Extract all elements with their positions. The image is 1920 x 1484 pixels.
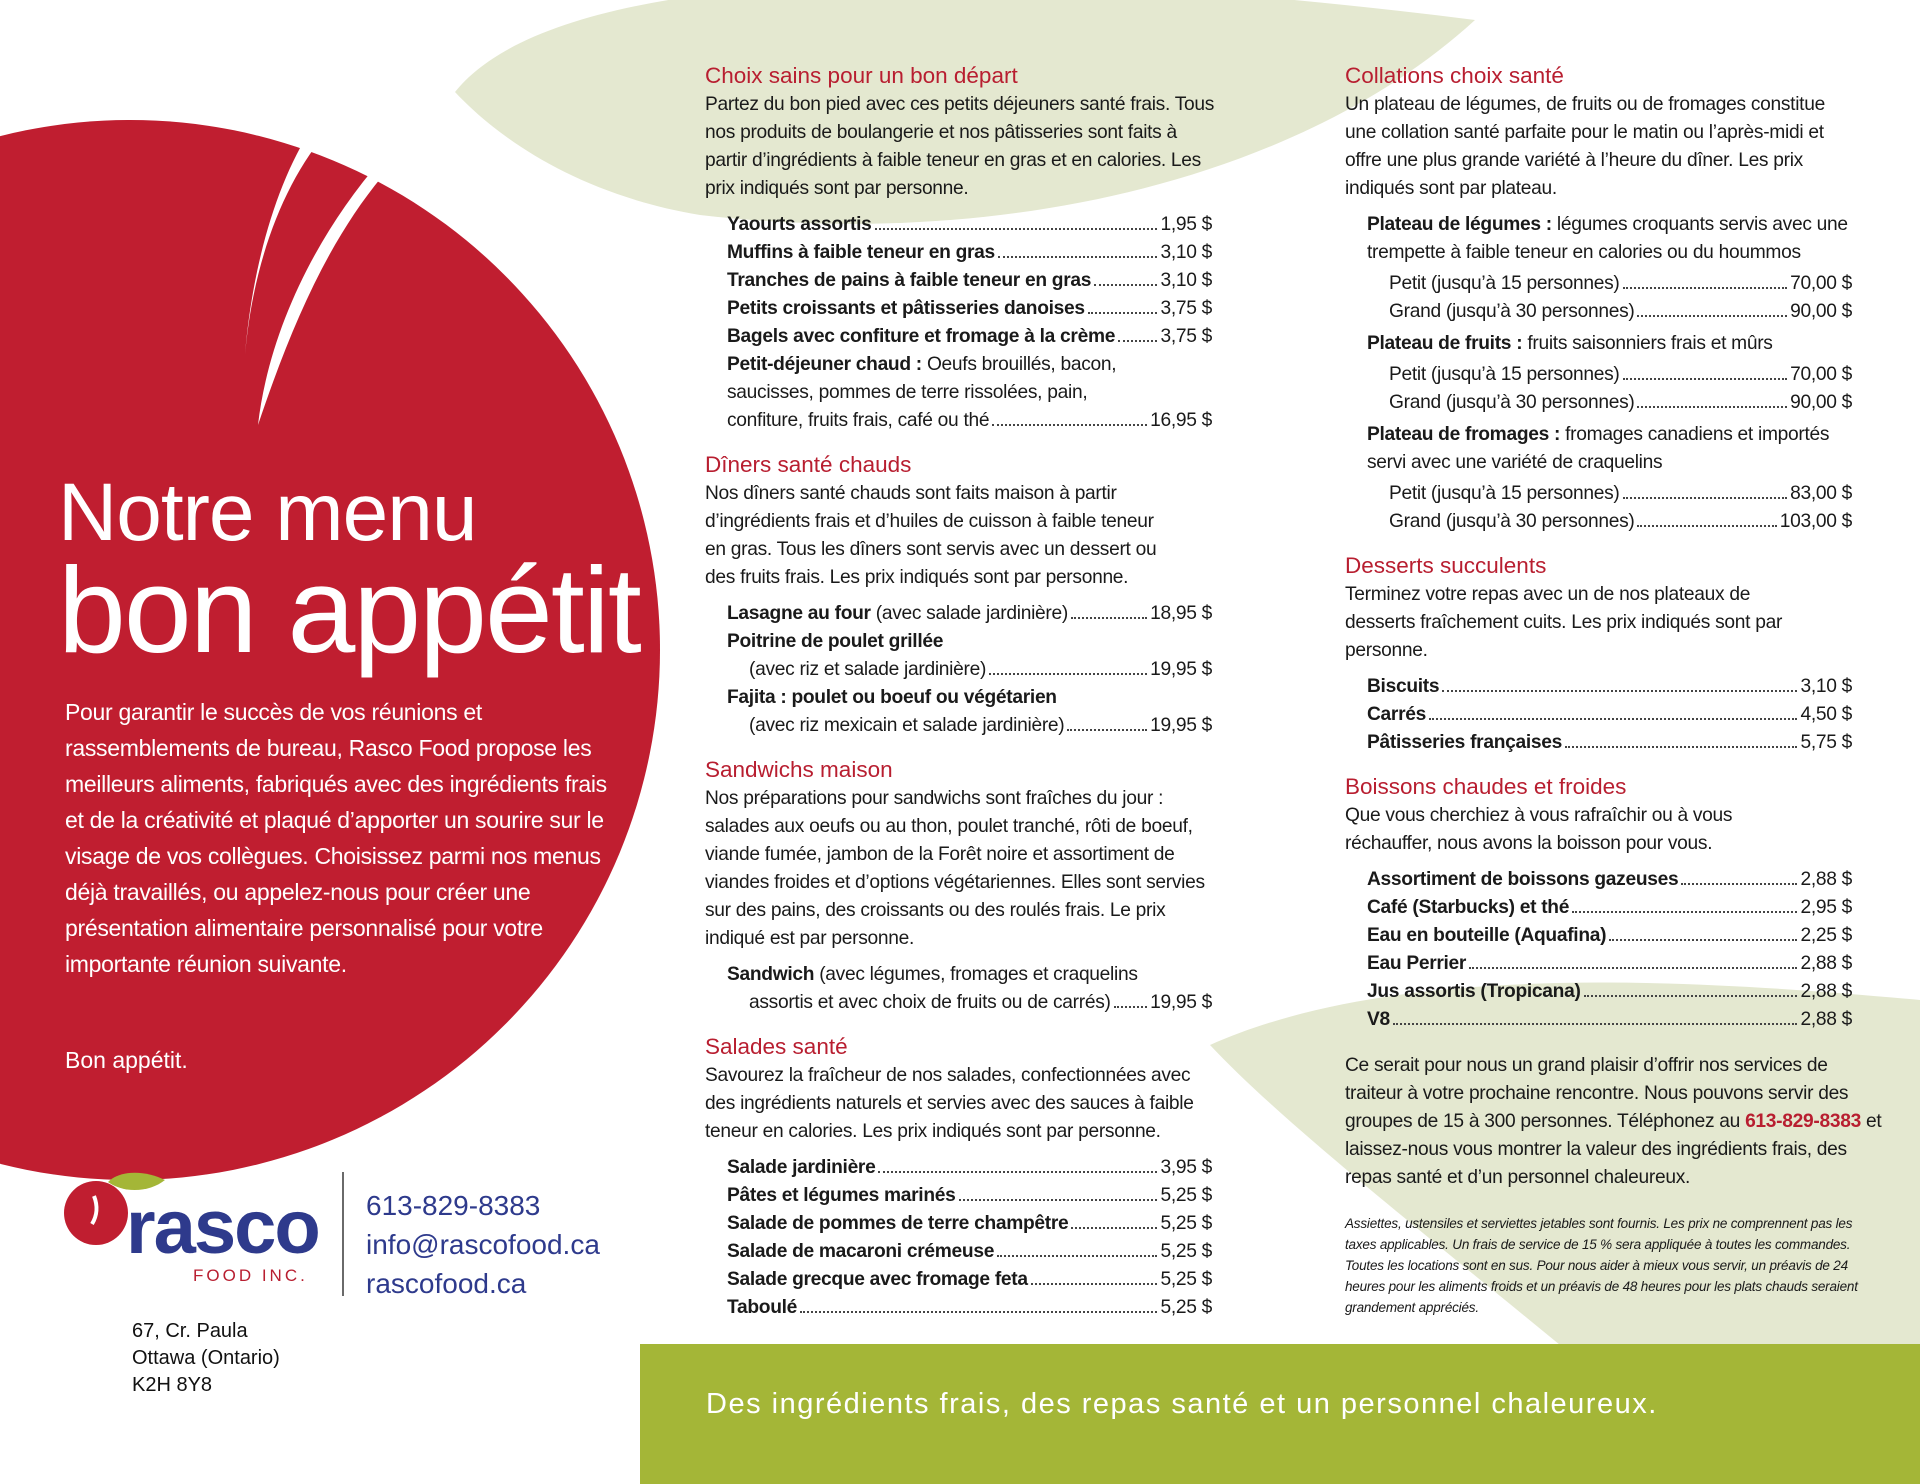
menu-item-label: Poitrine de poulet grillée [727,631,944,652]
platter-cheese: Plateau de fromages : fromages canadiens et importés servi avec une variété de craquelins Petit (jusqu’à 15 personnes) 83,00 $ Grand (jusqu’à 30 personnes) 103,00 $ [1367,421,1852,536]
menu-item: Salade de pommes de terre champêtre 5,25 $ [727,1213,1212,1234]
section-intro: Terminez votre repas avec un de nos plateaux de desserts fraîchement cuits. Les prix indiqués sont par personne. [1345,584,1783,661]
section-intro: Nos préparations pour sandwichs sont fraîches du jour : salades aux oeufs ou au thon, poulet tranché, rôti de boeuf, viande fumée, jambon de la Forêt noire et assortiment de viandes froides et d’options végétariennes. Elles sont servies sur des pains, des croissants ou des roulés frais. Le prix indiqué est par personne. [705,788,1205,949]
section-intro: Partez du bon pied avec ces petits déjeuners santé frais. Tous nos produits de boulangerie et nos pâtisseries sont faits à partir d’ingrédients à faible teneur en gras et en calories. Les prix indiqués sont par personne. [705,94,1215,199]
contact-divider [342,1172,344,1296]
menu-item: assortis et avec choix de fruits ou de carrés) 19,95 $ [749,992,1212,1013]
closing-paragraph: Ce serait pour nous un grand plaisir d’offrir nos services de traiteur à votre prochaine rencontre. Nous pouvons servir des groupes de 15 à 300 personnes. Téléphonez au 613-829-8383 et laissez-nous vous montrer la valeur des ingrédients frais, des repas santé et d’un personnel chaleureux. [1345,1055,1882,1188]
menu-item: Grand (jusqu’à 30 personnes) 90,00 $ [1389,392,1852,413]
menu-item: Grand (jusqu’à 30 personnes) 103,00 $ [1389,511,1852,532]
section-sandwiches [705,755,1212,1017]
address-line: 67, Cr. Paula [132,1320,248,1342]
address-line: Ottawa (Ontario) [132,1347,280,1369]
menu-item-hot-breakfast: Petit-déjeuner chaud : Oeufs brouillés, bacon, saucisses, pommes de terre rissolées, pain, [727,354,1117,403]
menu-item: Yaourts assortis 1,95 $ [727,214,1212,235]
contact-block [366,1186,600,1303]
tagline-text: Des ingrédients frais, des repas santé et un personnel chaleureux. [706,1388,1658,1420]
menu-item: Lasagne au four (avec salade jardinière) 18,95 $ [727,603,1212,624]
menu-item: Petit (jusqu’à 15 personnes) 83,00 $ [1389,483,1852,504]
section-title: Dîners santé chauds [705,452,912,477]
menu-item: Petit (jusqu’à 15 personnes) 70,00 $ [1389,273,1852,294]
contact-phone-link[interactable]: 613-829-8383 [366,1190,541,1221]
fine-print: Assiettes, ustensiles et serviettes jetables sont fournis. Les prix ne comprennent pas les taxes applicables. Un frais de service de 15 % sera appliquée à toutes les commandes. Toutes les locations sont en sus. Pour nous aider à mieux vous servir, un préavis de 24 heures pour les aliments froids et un préavis de 48 heures pour les plats chauds seraient grandement appréciés. [1345,1216,1858,1315]
menu-item: Salade de macaroni crémeuse 5,25 $ [727,1241,1212,1262]
menu-items [1345,211,1852,536]
menu-item: Salade jardinière 3,95 $ [727,1157,1212,1178]
menu-item: Biscuits 3,10 $ [1367,676,1852,697]
section-title: Sandwichs maison [705,757,893,782]
section-title: Choix sains pour un bon départ [705,63,1018,88]
section-intro: Nos dîners santé chauds sont faits maison à partir d’ingrédients frais et d’huiles de cuisson à faible teneur en gras. Tous les dîners sont servis avec un dessert ou des fruits frais. Les prix indiqués sont par personne. [705,483,1157,588]
menu-item: V8 2,88 $ [1367,1009,1852,1030]
section-title: Salades santé [705,1034,848,1059]
menu-items [705,1154,1212,1322]
section-desserts [1345,551,1852,757]
section-intro: Un plateau de légumes, de fruits ou de fromages constitue une collation santé parfaite pour le matin ou l’après-midi et offre une plus grande variété à l’heure du dîner. Les prix indiqués sont par plateau. [1345,94,1825,199]
menu-item: Jus assortis (Tropicana) 2,88 $ [1367,981,1852,1002]
menu-item: Muffins à faible teneur en gras 3,10 $ [727,242,1212,263]
menu-item: Taboulé 5,25 $ [727,1297,1212,1318]
contact-email-link[interactable]: info@rascofood.ca [366,1229,600,1260]
menu-items [705,600,1212,740]
menu-item-label: Fajita : poulet ou boeuf ou végétarien [727,687,1057,708]
menu-item: Salade grecque avec fromage feta 5,25 $ [727,1269,1212,1290]
menu-item-label: Sandwich (avec légumes, fromages et craquelins [727,964,1138,985]
menu-item: Eau en bouteille (Aquafina) 2,25 $ [1367,925,1852,946]
menu-item: (avec riz et salade jardinière) 19,95 $ [749,659,1212,680]
section-salads [705,1032,1212,1322]
menu-items [1345,866,1852,1034]
section-title: Desserts succulents [1345,553,1547,578]
section-intro: Que vous cherchiez à vous rafraîchir ou à vous réchauffer, nous avons la boisson pour vous. [1345,805,1733,854]
address-block [132,1318,280,1399]
hero-paragraph: Pour garantir le succès de vos réunions et rassemblements de bureau, Rasco Food propose les meilleurs aliments, fabriqués avec des ingrédients frais et de la créativité et plaqué d’apporter un sourire sur le visage de vos collègues. Choisissez parmi nos menus déjà travaillés, ou appelez-nous pour créer une présentation alimentaire personnalisé pour votre importante réunion suivante. [65,699,607,977]
section-dinners [705,450,1212,740]
section-intro: Savourez la fraîcheur de nos salades, confectionnées avec des ingrédients naturels et servies avec des sauces à faible teneur en calories. Les prix indiqués sont par personne. [705,1065,1194,1142]
menu-item: confiture, fruits frais, café ou thé 16,95 $ [727,410,1212,431]
contact-website-link[interactable]: rascofood.ca [366,1268,527,1299]
menu-item: Grand (jusqu’à 30 personnes) 90,00 $ [1389,301,1852,322]
hero-title-line2: bon appétit [58,542,640,678]
section-breakfast [705,61,1215,435]
tagline-banner [640,1344,1920,1484]
menu-item: Bagels avec confiture et fromage à la crème 3,75 $ [727,326,1212,347]
hero-title-line1: Notre menu [58,467,477,558]
menu-column-middle [705,61,1215,1337]
menu-item: Petits croissants et pâtisseries danoises 3,75 $ [727,298,1212,319]
menu-item: Assortiment de boissons gazeuses 2,88 $ [1367,869,1852,890]
menu-item: (avec riz mexicain et salade jardinière) 19,95 $ [749,715,1212,736]
menu-item: Pâtisseries françaises 5,75 $ [1367,732,1852,753]
section-drinks [1345,772,1852,1034]
closing-phone-link[interactable]: 613-829-8383 [1745,1111,1861,1132]
menu-item: Café (Starbucks) et thé 2,95 $ [1367,897,1852,918]
platter-vegetables: Plateau de légumes : légumes croquants servis avec une trempette à faible teneur en calories ou du hoummos Petit (jusqu’à 15 personnes) 70,00 $ Grand (jusqu’à 30 personnes) 90,00 $ [1367,211,1852,326]
logo-subtitle: FOOD INC. [193,1266,308,1285]
menu-items [705,961,1212,1017]
address-line: K2H 8Y8 [132,1374,213,1396]
menu-item: Carrés 4,50 $ [1367,704,1852,725]
hero-closing: Bon appétit. [65,1047,188,1073]
menu-item: Tranches de pains à faible teneur en gras 3,10 $ [727,270,1212,291]
menu-item: Petit (jusqu’à 15 personnes) 70,00 $ [1389,364,1852,385]
menu-column-right [1345,61,1852,1049]
section-title: Boissons chaudes et froides [1345,774,1627,799]
menu-items [705,211,1212,435]
section-snacks [1345,61,1852,536]
section-title: Collations choix santé [1345,63,1564,88]
platter-fruits: Plateau de fruits : fruits saisonniers frais et mûrs Petit (jusqu’à 15 personnes) 70,00 $ Grand (jusqu’à 30 personnes) 90,00 $ [1367,330,1852,417]
menu-items [1345,673,1852,757]
menu-item: Eau Perrier 2,88 $ [1367,953,1852,974]
menu-item: Pâtes et légumes marinés 5,25 $ [727,1185,1212,1206]
logo-wordmark: rasco [126,1185,319,1270]
